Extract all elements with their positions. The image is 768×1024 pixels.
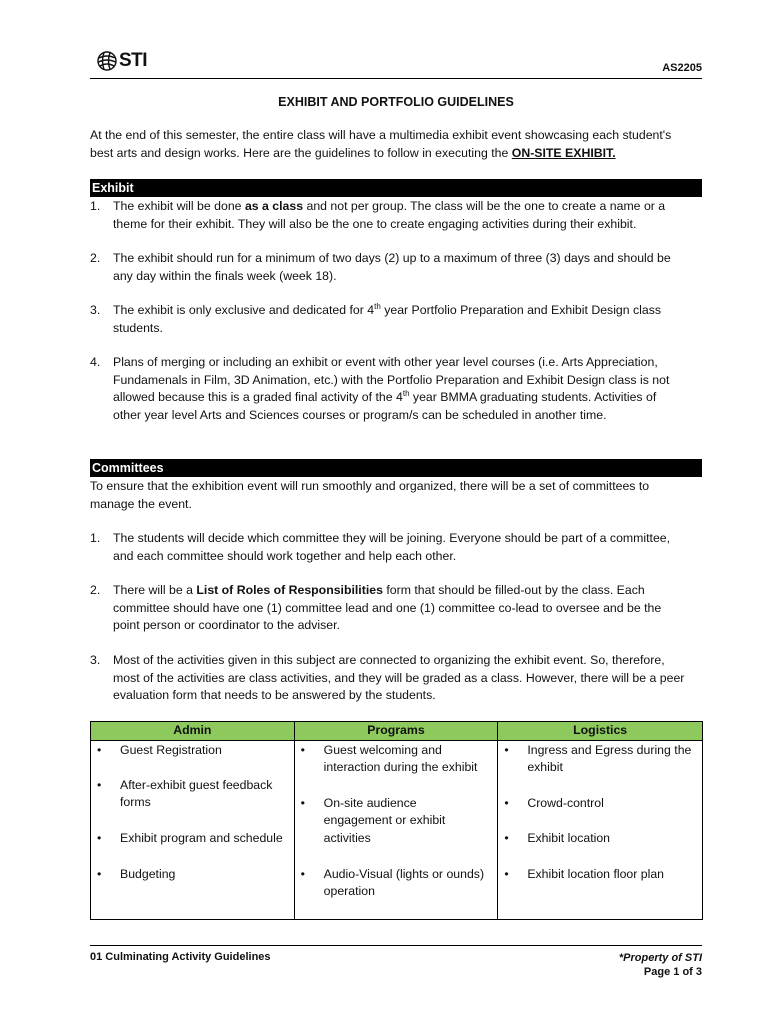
- item-emphasis: as a class: [244, 199, 304, 213]
- list-item: [498, 866, 698, 884]
- list-item-text: exhibit: [527, 760, 563, 774]
- exhibit-item-3: [90, 302, 702, 337]
- property-notice: *Property of STI: [618, 952, 702, 964]
- item-line: any day within the finals week (week 18).: [113, 268, 337, 283]
- item-line: theme for their exhibit. They will also be the one to create engaging activities during their exhibit.: [113, 216, 637, 231]
- ordinal-suffix: th: [402, 388, 410, 398]
- programs-cell: [294, 740, 498, 919]
- item-text: year BMMA graduating students. Activities of: [409, 390, 657, 404]
- item-line: [113, 198, 702, 216]
- bullet-glyph: •: [97, 866, 102, 881]
- item-line: The students will decide which committee they will be joining. Everyone should be part of a committee,: [113, 531, 671, 545]
- list-item-text: Crowd-control: [527, 795, 604, 810]
- item-text: There will be a: [113, 583, 197, 597]
- bullet-glyph: •: [300, 795, 305, 810]
- item-text: The exhibit will be done: [113, 199, 245, 213]
- item-emphasis: List of Roles of Responsibilities: [196, 583, 383, 597]
- item-line: Most of the activities given in this subject are connected to organizing the exhibit event. So, therefore,: [113, 653, 665, 667]
- page-title: EXHIBIT AND PORTFOLIO GUIDELINES: [278, 95, 514, 109]
- intro-text: best arts and design works. Here are the guidelines to follow in executing the: [90, 145, 512, 160]
- item-line: point person or coordinator to the adviser.: [113, 618, 340, 632]
- globe-logo-icon: [96, 50, 118, 72]
- item-line: other year level Arts and Sciences courses or program/s can be scheduled in another time.: [113, 407, 607, 422]
- intro-emphasis: ON-SITE EXHIBIT.: [511, 145, 616, 160]
- item-text: allowed because this is a graded final activity of the 4: [113, 390, 403, 404]
- exhibit-item-2: [90, 250, 702, 285]
- logistics-cell: [498, 740, 703, 919]
- list-item-text: Exhibit location: [527, 830, 611, 845]
- committees-intro: [90, 478, 702, 513]
- list-item: [498, 795, 698, 813]
- section-heading-exhibit: Exhibit: [90, 179, 702, 197]
- exhibit-item-4: [90, 354, 702, 424]
- item-number: 1.: [90, 199, 101, 213]
- admin-cell: [91, 740, 295, 919]
- item-number: 3.: [90, 653, 101, 667]
- column-header-admin: Admin: [91, 722, 295, 741]
- column-header-programs: Programs: [294, 722, 498, 741]
- intro-line: At the end of this semester, the entire class will have a multimedia exhibit event showcasing each student's: [90, 128, 672, 142]
- logo-text: STI: [119, 50, 148, 71]
- list-item: [295, 866, 494, 901]
- item-number: 1.: [90, 531, 101, 545]
- column-header-logistics: Logistics: [498, 722, 703, 741]
- item-line: committee should have one (1) committee lead and one (1) committee co-lead to oversee and be the: [113, 600, 662, 615]
- list-item-text: engagement or exhibit: [323, 813, 446, 827]
- list-item-text: Exhibit location floor plan: [527, 866, 665, 881]
- bullet-glyph: •: [504, 830, 509, 845]
- list-item: [91, 866, 290, 884]
- bullet-glyph: •: [300, 742, 305, 757]
- item-line: Plans of merging or including an exhibit or event with other year level courses (i.e. Arts Appreciation,: [113, 355, 658, 369]
- footer-right: [619, 951, 702, 979]
- list-item-text: Exhibit program and schedule: [120, 830, 283, 845]
- list-item-text: Audio-Visual (lights or ounds): [323, 866, 485, 881]
- committee-item-3: [90, 652, 702, 705]
- exhibit-item-1: [90, 198, 702, 233]
- item-line: The exhibit should run for a minimum of two days (2) up to a maximum of three (3) days and should be: [113, 251, 671, 265]
- item-line: [113, 389, 702, 407]
- bullet-glyph: •: [97, 777, 102, 792]
- committee-table: [90, 721, 703, 920]
- bullet-glyph: •: [504, 795, 509, 810]
- intro-paragraph: [90, 127, 702, 162]
- list-item-text: Ingress and Egress during the: [527, 742, 692, 757]
- item-number: 2.: [90, 583, 101, 597]
- page-number: Page 1 of 3: [643, 966, 702, 978]
- list-item-text: interaction during the exhibit: [323, 760, 478, 774]
- list-item: [498, 742, 698, 777]
- item-text: form that should be filled-out by the class. Each: [382, 583, 645, 597]
- bullet-glyph: •: [504, 866, 509, 881]
- footer-divider: [90, 945, 702, 946]
- item-number: 4.: [90, 355, 101, 369]
- item-line: students.: [113, 320, 163, 335]
- list-item-text: activities: [323, 830, 371, 845]
- item-line: evaluation form that needs to be answered by the students.: [113, 688, 436, 702]
- list-item-text: After-exhibit guest feedback: [120, 777, 273, 792]
- committee-item-1: [90, 530, 702, 565]
- table-row: [91, 740, 703, 919]
- list-item-text: forms: [120, 795, 151, 809]
- header-divider: [90, 78, 702, 79]
- document-code: AS2205: [662, 62, 702, 74]
- list-item-text: On-site audience: [323, 795, 417, 810]
- list-item-text: Guest welcoming and: [323, 742, 442, 757]
- item-line: and each committee should work together and help each other.: [113, 548, 457, 563]
- bullet-glyph: •: [504, 742, 509, 757]
- item-text: and not per group. The class will be the one to create a name or a: [303, 199, 666, 213]
- item-line: [113, 582, 702, 600]
- table-header-row: [91, 722, 703, 741]
- item-number: 2.: [90, 251, 101, 265]
- list-item: [295, 742, 494, 777]
- list-item: [91, 777, 290, 812]
- committee-item-2: [90, 582, 702, 635]
- list-item: [498, 830, 698, 848]
- list-item: [91, 830, 290, 848]
- sti-logo: [96, 50, 147, 72]
- item-line: Fundamenals in Film, 3D Animation, etc.) with the Portfolio Preparation and Exhibit Design class is not: [113, 372, 670, 387]
- ordinal-suffix: th: [374, 301, 381, 311]
- item-text: year Portfolio Preparation and Exhibit Design class: [380, 303, 662, 317]
- list-item-text: Budgeting: [120, 866, 176, 881]
- item-number: 3.: [90, 303, 101, 317]
- item-line: most of the activities are class activities, and they will be graded as a class. However, there will be a peer: [113, 670, 685, 685]
- para-line: To ensure that the exhibition event will run smoothly and organized, there will be a set of committees to: [90, 479, 650, 493]
- section-heading-committees: Committees: [90, 459, 702, 477]
- item-line: [113, 302, 702, 320]
- list-item-text: Guest Registration: [120, 742, 222, 757]
- bullet-glyph: •: [300, 866, 305, 881]
- list-item: [295, 795, 494, 848]
- list-item-text: operation: [323, 884, 375, 898]
- para-line: manage the event.: [90, 496, 192, 511]
- item-text: The exhibit is only exclusive and dedicated for 4: [113, 303, 375, 317]
- intro-line: [90, 145, 702, 163]
- bullet-glyph: •: [97, 742, 102, 757]
- bullet-glyph: •: [97, 830, 102, 845]
- list-item: [91, 742, 290, 760]
- footer-document-name: 01 Culminating Activity Guidelines: [90, 951, 271, 963]
